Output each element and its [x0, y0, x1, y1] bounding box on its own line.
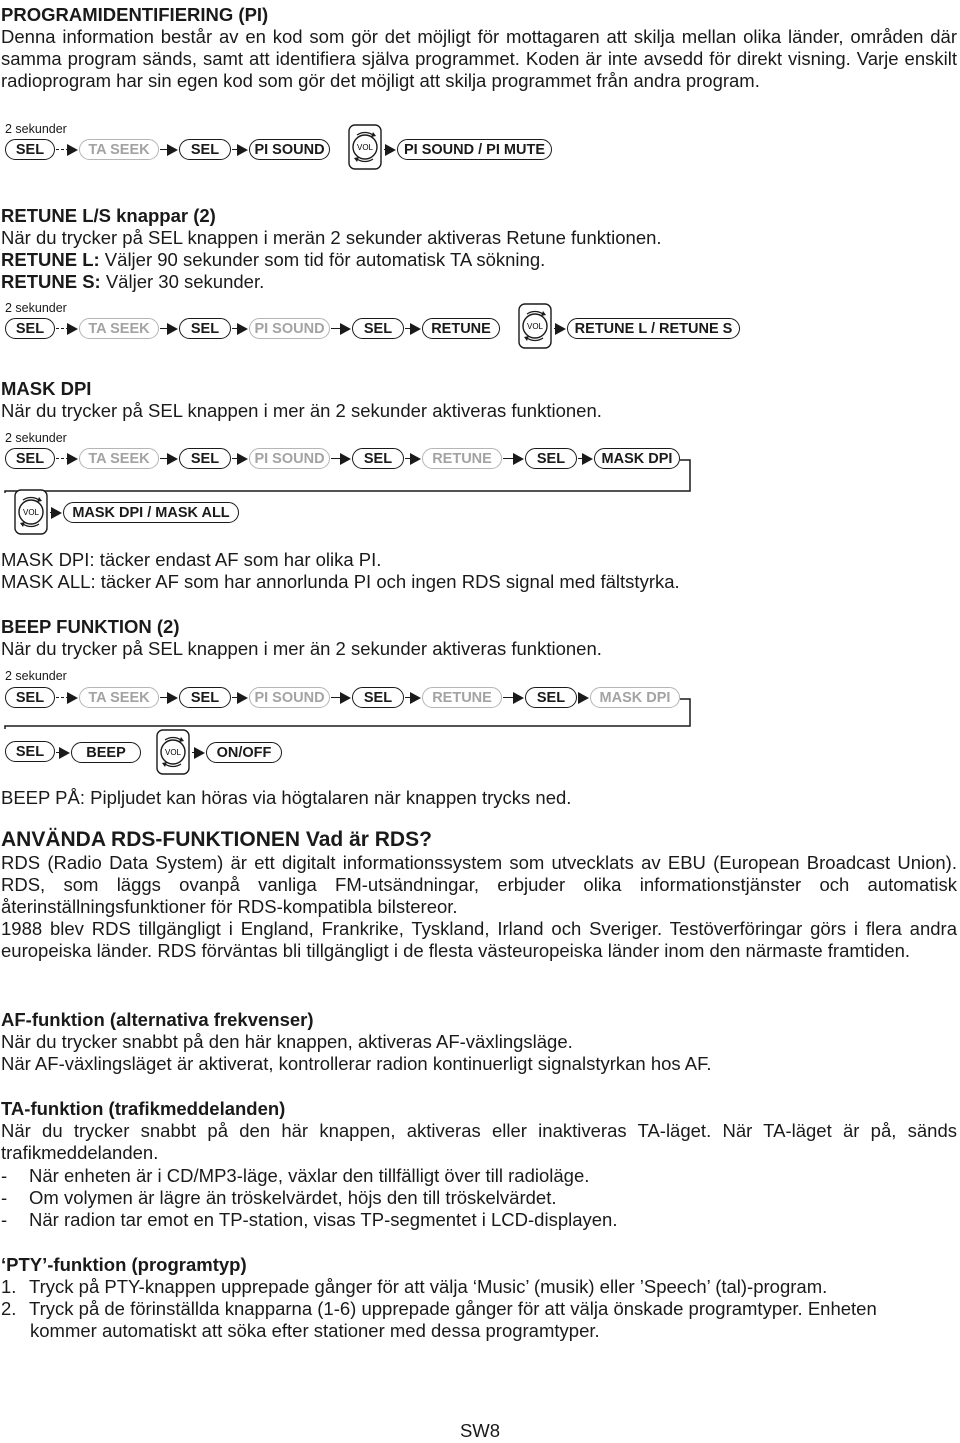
pi-sound-button: PI SOUND: [249, 139, 330, 160]
svg-text:VOL: VOL: [164, 748, 182, 757]
pty-heading: ‘PTY’-funktion (programtyp): [1, 1254, 247, 1275]
list-item: 2. Tryck på de förinställda knapparna (1-6) upprepade gånger för att välja önskade programtyper. Enheten: [1, 1298, 877, 1319]
mask-dpi-button: MASK DPI: [594, 448, 680, 469]
list-item: - När radion tar emot en TP-station, visas TP-segmentet i LCD-displayen.: [1, 1209, 618, 1230]
list-item: - När enheten är i CD/MP3-läge, växlar den tillfälligt över till radioläge.: [1, 1165, 590, 1186]
af-heading: AF-funktion (alternativa frekvenser): [1, 1009, 314, 1030]
pi-heading: PROGRAMIDENTIFIERING (PI): [1, 4, 269, 25]
ta-heading: TA-funktion (trafikmeddelanden): [1, 1098, 286, 1119]
sel-button: SEL: [525, 687, 577, 708]
sel-button: SEL: [352, 318, 404, 339]
sel-button: SEL: [179, 139, 231, 160]
svg-text:VOL: VOL: [22, 508, 40, 517]
hold-arrow: [56, 144, 78, 156]
retune-button: RETUNE: [422, 687, 502, 708]
time-label: 2 sekunder: [5, 431, 67, 445]
arrow: [232, 144, 248, 156]
mask-dpi-all-result: MASK DPI / MASK ALL: [63, 502, 239, 523]
list-item: 1. Tryck på PTY-knappen upprepade gånger för att välja ‘Music’ (musik) eller ’Speech’ (tal)-program.: [1, 1276, 828, 1297]
sel-button: SEL: [5, 687, 55, 708]
retune-ls-result: RETUNE L / RETUNE S: [567, 318, 740, 339]
list-item: - Om volymen är lägre än tröskelvärdet, höjs den till tröskelvärdet.: [1, 1187, 557, 1208]
arrow: [160, 323, 178, 335]
sel-button: SEL: [5, 448, 55, 469]
arrow: [331, 323, 351, 335]
mask-all-note: MASK ALL: täcker AF som har annorlunda PI och ingen RDS signal med fältstyrka.: [1, 571, 680, 592]
rds-heading: ANVÄNDA RDS-FUNKTIONEN Vad är RDS?: [1, 828, 432, 851]
time-label: 2 sekunder: [5, 669, 67, 683]
hold-arrow: [56, 323, 78, 335]
vol-knob-icon: [347, 124, 383, 170]
svg-text:VOL: VOL: [356, 143, 374, 152]
pi-sound-mute-result: PI SOUND / PI MUTE: [397, 139, 552, 160]
on-off-result: ON/OFF: [206, 742, 282, 763]
af-line1: När du trycker snabbt på den här knappen, aktiveras AF-växlingsläge.: [1, 1031, 573, 1052]
sel-button: SEL: [179, 448, 231, 469]
rds-paragraph-2: 1988 blev RDS tillgängligt i England, Frankrike, Tyskland, Irland och Sveriger. Testöverföringar görs i flera andra europeiska länder. RDS förväntas bli tillgängligt i de flesta västeuropeiska länder inom den närmaste framtiden.: [1, 918, 957, 961]
pi-sound-button: PI SOUND: [249, 318, 330, 339]
arrow: [192, 747, 205, 759]
svg-text:VOL: VOL: [526, 322, 544, 331]
pi-sound-button: PI SOUND: [249, 448, 330, 469]
arrow: [232, 323, 248, 335]
pi-sound-button: PI SOUND: [249, 687, 330, 708]
mask-dpi-note: MASK DPI: täcker endast AF som har olika PI.: [1, 549, 382, 570]
sel-button: SEL: [352, 448, 404, 469]
sel-button: SEL: [352, 687, 404, 708]
arrow: [56, 747, 70, 759]
arrow: [50, 507, 62, 519]
sel-button: SEL: [5, 741, 55, 762]
sel-button: SEL: [179, 687, 231, 708]
arrow: [160, 144, 178, 156]
vol-knob-icon: [13, 489, 49, 535]
retune-button: RETUNE: [422, 318, 500, 339]
beep-heading: BEEP FUNKTION (2): [1, 616, 180, 637]
ta-seek-button: TA SEEK: [79, 139, 159, 160]
beep-note: BEEP PÅ: Pipljudet kan höras via högtalaren när knappen trycks ned.: [1, 787, 572, 808]
ta-body: När du trycker snabbt på den här knappen, aktiveras eller inaktiveras TA-läget. När TA-läget är på, sänds trafikmeddelanden.: [1, 1120, 957, 1163]
sel-button: SEL: [5, 318, 55, 339]
ta-seek-button: TA SEEK: [79, 318, 159, 339]
arrow: [554, 323, 566, 335]
beep-button: BEEP: [71, 742, 141, 763]
mask-heading: MASK DPI: [1, 378, 92, 399]
retune-line1: När du trycker på SEL knappen i merän 2 sekunder aktiveras Retune funktionen.: [1, 227, 662, 248]
sel-button: SEL: [5, 139, 55, 160]
ta-seek-button: TA SEEK: [79, 448, 159, 469]
retune-s-line: RETUNE S: Väljer 30 sekunder.: [1, 271, 265, 292]
page-number: SW8: [459, 1420, 501, 1441]
retune-heading: RETUNE L/S knappar (2): [1, 205, 216, 226]
mask-line1: När du trycker på SEL knappen i mer än 2 sekunder aktiveras funktionen.: [1, 400, 602, 421]
af-line2: När AF-växlingsläget är aktiverat, kontrollerar radion kontinuerligt signalstyrkan hos AF.: [1, 1053, 712, 1074]
ta-seek-button: TA SEEK: [79, 687, 159, 708]
vol-knob-icon: [517, 303, 553, 349]
time-label: 2 sekunder: [5, 122, 67, 136]
list-item-continuation: kommer automatiskt att söka efter stationer med dessa programtyper.: [30, 1320, 600, 1341]
sel-button: SEL: [525, 448, 577, 469]
beep-line1: När du trycker på SEL knappen i mer än 2 sekunder aktiveras funktionen.: [1, 638, 602, 659]
arrow: [384, 144, 396, 156]
pi-body: Denna information består av en kod som gör det möjligt för mottagaren att skilja mellan olika länder, områden där samma program sänds, samt att identifiera själva programmet. Koden är inte avsedd för direkt visning. Varje enskilt radioprogram har sin egen kod som gör det möjligt att skilja programmet från andra program.: [1, 26, 957, 91]
vol-knob-icon: [155, 729, 191, 775]
arrow: [405, 323, 421, 335]
time-label: 2 sekunder: [5, 301, 67, 315]
retune-l-line: RETUNE L: Väljer 90 sekunder som tid för automatisk TA sökning.: [1, 249, 546, 270]
sel-button: SEL: [179, 318, 231, 339]
mask-dpi-button: MASK DPI: [590, 687, 680, 708]
connector-line: [0, 698, 700, 743]
retune-button: RETUNE: [422, 448, 502, 469]
rds-paragraph-1: RDS (Radio Data System) är ett digitalt informationssystem som utvecklats av EBU (European Broadcast Union). RDS, som läggs ovanpå vanliga FM-utsändningar, erbjuder olika informationstjänster och automatisk återinställningsfunktioner för RDS-kompatibla bilstereor.: [1, 852, 957, 917]
